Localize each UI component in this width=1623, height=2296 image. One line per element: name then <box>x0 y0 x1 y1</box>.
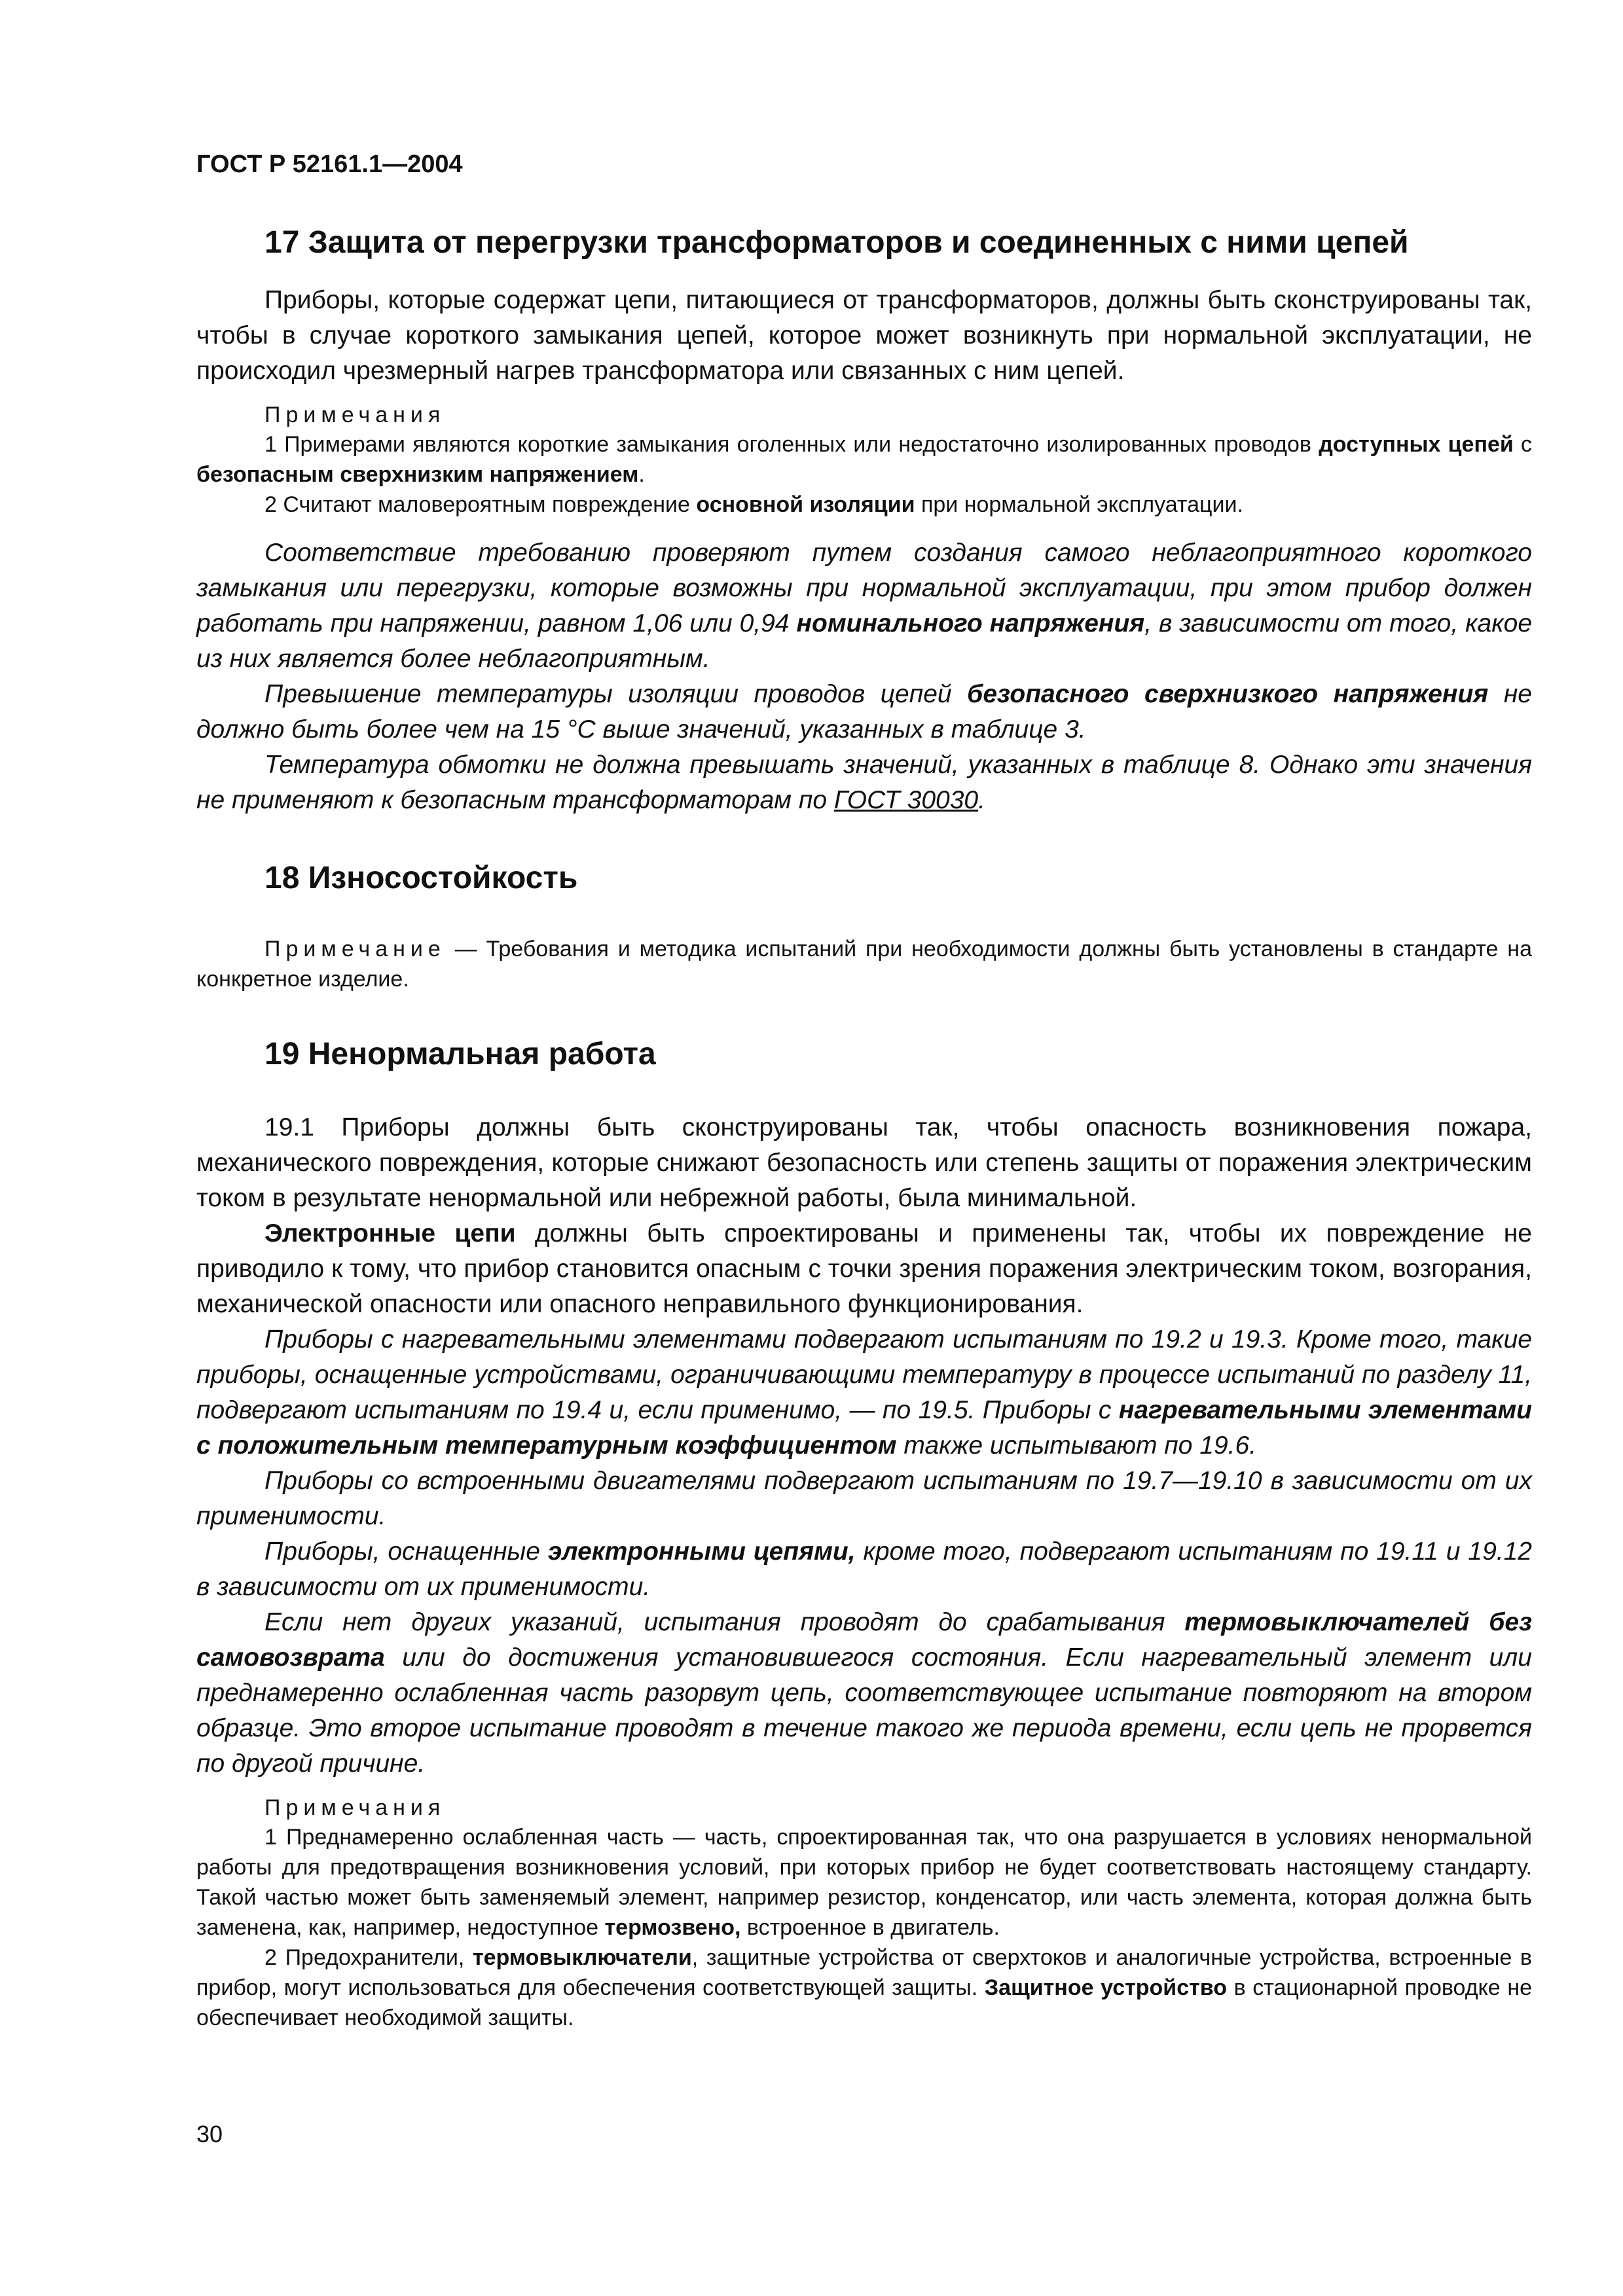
note-1: 1 Примерами являются короткие замыкания оголенных или недостаточно изолированных проводов доступных цепей с безопасным сверхнизким напряжением. <box>196 432 1533 487</box>
test-paragraph: Превышение температуры изоляции проводов цепей безопасного сверхнизкого напряжения не должно быть более чем на 15 °С выше значений, указанных в таблице 3. <box>196 680 1532 744</box>
test-paragraph: Если нет других указаний, испытания проводят до срабатывания термовыключателей без самовозврата или до достижения установившегося состояния. Если нагревательный элемент или преднамеренно ослабленная часть разорвут цепь, соответствующее испытание повторяют на втором образце. Это второе испытание проводят в течение такого же периода времени, если цепь не прорвется по другой причине. <box>196 1608 1532 1778</box>
test-paragraph: Приборы с нагревательными элементами подвергают испытаниям по 19.2 и 19.3. Кроме того, такие приборы, оснащенные устройствами, ограничивающими температуру в процессе испытаний по разделу 11, подвергают испытаниям по 19.4 и, если применимо, — по 19.5. Приборы с нагревательными элементами с положительным температурным коэффициентом также испытывают по 19.6. <box>196 1325 1533 1460</box>
term-bold: доступных цепей <box>1319 432 1514 457</box>
notes-heading: Примечания <box>264 403 446 427</box>
section-17-title: 17 Защита от перегрузки трансформаторов и соединенных с ними цепей <box>264 225 1409 260</box>
page-number: 30 <box>196 2121 223 2147</box>
test-paragraph: Приборы со встроенными двигателями подвергают испытаниям по 19.7—19.10 в зависимости от их применимости. <box>196 1467 1532 1530</box>
term-bold: Защитное устройство <box>984 1975 1227 2000</box>
notes-heading: Примечания <box>264 1795 446 1820</box>
section-19-paragraph: Электронные цепи должны быть спроектированы и применены так, чтобы их повреждение не приводило к тому, что прибор становится опасным с точки зрения поражения электрическим током, возгорания, механической опасности или опасного неправильного функционирования. <box>196 1219 1532 1318</box>
term-bold: термовыключатели <box>473 1945 692 1970</box>
test-paragraph: Приборы, оснащенные электронными цепями, кроме того, подвергают испытаниям по 19.11 и 19.12 в зависимости от их применимости. <box>196 1537 1532 1601</box>
term-bold: нагревательными элементами с положительным температурным коэффициентом <box>196 1396 1533 1460</box>
section-18-title: 18 Износостойкость <box>264 861 578 895</box>
note-1: 1 Преднамеренно ослабленная часть — часть, спроектированная так, что она разрушается в условиях ненормальной работы для предотвращения возникновения условий, при которых прибор не будет соответствовать настоящему стандарту. Такой частью может быть заменяемый элемент, например резистор, конденсатор, или часть элемента, которая должна быть заменена, как, например, недоступное термозвено, встроенное в двигатель. <box>196 1825 1532 1940</box>
section-19-paragraph: 19.1 Приборы должны быть сконструированы так, чтобы опасность возникновения пожара, механического повреждения, которые снижают безопасность или степень защиты от поражения электрическим током в результате ненормальной или небрежной работы, была минимальной. <box>196 1113 1532 1212</box>
term-bold: основной изоляции <box>696 492 915 517</box>
term-bold: безопасного сверхнизкого напряжения <box>967 680 1489 708</box>
term-bold: термозвено, <box>604 1915 741 1940</box>
section-19-title: 19 Ненормальная работа <box>264 1037 656 1071</box>
test-paragraph: Соответствие требованию проверяют путем создания самого неблагоприятного короткого замыкания или перегрузки, которые возможны при нормальной эксплуатации, при этом прибор должен работать при напряжении, равном 1,06 или 0,94 номинального напряжения, в зависимости от того, какое из них является более неблагоприятным. <box>196 539 1533 673</box>
note-2: 2 Считают маловероятным повреждение основной изоляции при нормальной эксплуатации. <box>264 492 1243 517</box>
term-bold: безопасным сверхнизким напряжением <box>196 462 639 487</box>
term-bold: Электронные цепи <box>264 1219 516 1247</box>
document-code: ГОСТ Р 52161.1—2004 <box>196 151 463 178</box>
gost-reference-link[interactable]: ГОСТ 30030 <box>833 786 979 814</box>
document-page <box>196 151 1532 2033</box>
section-17-paragraph: Приборы, которые содержат цепи, питающиеся от трансформаторов, должны быть сконструированы так, чтобы в случае короткого замыкания цепей, которое может возникнуть при нормальной эксплуатации, не происходил чрезмерный нагрев трансформатора или связанных с ним цепей. <box>196 286 1532 385</box>
term-bold: электронными цепями, <box>547 1537 856 1566</box>
term-bold: термовыключателей без самовозврата <box>196 1608 1532 1672</box>
section-18-note: Примечание — Требования и методика испытаний при необходимости должны быть установлены в стандарте на конкретное изделие. <box>196 937 1532 992</box>
test-paragraph: Температура обмотки не должна превышать значений, указанных в таблице 8. Однако эти значения не применяют к безопасным трансформаторам по ГОСТ 30030. <box>196 751 1532 814</box>
note-2: 2 Предохранители, термовыключатели, защитные устройства от сверхтоков и аналогичные устройства, встроенные в прибор, могут использоваться для обеспечения соответствующей защиты. Защитное устройство в стационарной проводке не обеспечивает необходимой защиты. <box>196 1945 1533 2030</box>
term-bold: номинального напряжения <box>796 609 1145 637</box>
